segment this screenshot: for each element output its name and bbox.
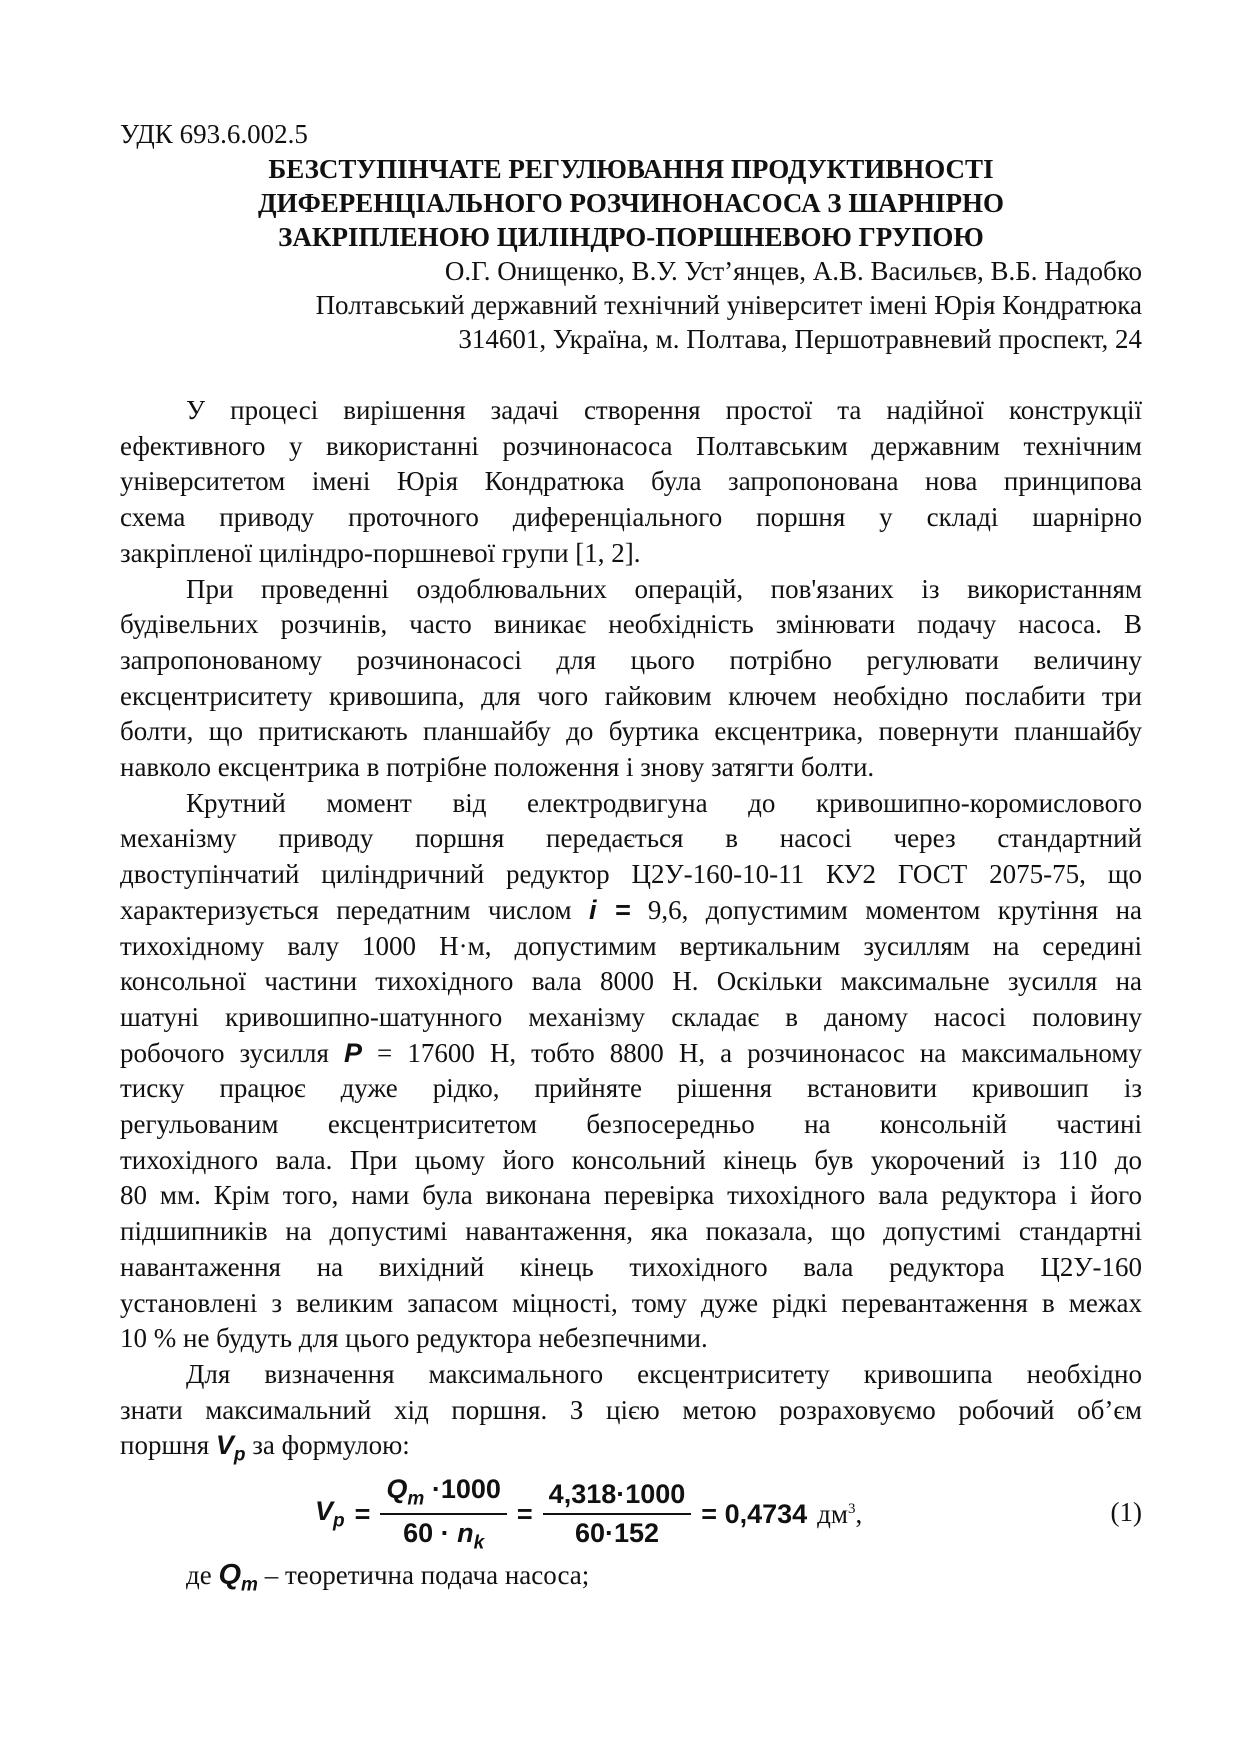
text-segment: закріпленої циліндро-поршневої групи [1, 2]. — [120, 537, 641, 568]
text-line — [120, 893, 1142, 929]
text-segment: шатуні кривошипно-шатунного механізму складає в даному насосі половину — [120, 1001, 1142, 1032]
text-segment: консольної частини тихохідного вала 8000 Н. Оскільки максимальне зусилля на — [120, 966, 1142, 997]
text-segment: будівельних розчинів, часто виникає необхідність змінювати подачу насоса. В — [120, 609, 1142, 640]
text-segment: ефективного у використанні розчинонасоса Полтавським державним технічним — [120, 430, 1142, 461]
fraction-numeric: $\frac{4,318\cdot 1000}{60\cdot 152}$ — [543, 1479, 692, 1549]
text-segment: характеризується передатним числом — [120, 894, 589, 925]
variable-definition: де $Q_m$ – теоретична подача насоса; — [186, 1559, 590, 1596]
title-line: БЕЗСТУПІНЧАТЕ РЕГУЛЮВАННЯ ПРОДУКТИВНОСТІ — [268, 154, 994, 184]
formula-result: = 0,4734 — [701, 1498, 808, 1529]
text-segment: Крутний момент від електродвигуна до кривошипно-коромислового — [186, 787, 1142, 818]
text-segment: 9,6, допустимим моментом крутіння на — [630, 894, 1143, 925]
text-segment: механізму приводу поршня передається в насосі через стандартний — [120, 823, 1142, 854]
text-line — [120, 393, 1142, 429]
document-page — [120, 116, 1142, 1606]
text-segment: університетом імені Юрія Кондратюка була запропонована нова принципова — [120, 466, 1142, 497]
text-line — [120, 1428, 1142, 1473]
text-segment: регульованим ексцентриситетом безпосередньо на консольній частині — [120, 1109, 1142, 1140]
text-line — [120, 643, 1142, 679]
text-segment: При проведенні оздоблювальних операцій, пов'язаних із використанням — [186, 573, 1142, 604]
text-line — [120, 1000, 1142, 1036]
text-line — [120, 1107, 1142, 1143]
title-line: ДИФЕРЕНЦІАЛЬНОГО РОЗЧИНОНАСОСА З ШАРНІРНО — [258, 188, 1004, 218]
text-line — [120, 500, 1142, 536]
text-segment: болти, що притискають планшайбу до буртика ексцентрика, повернути планшайбу — [120, 716, 1142, 747]
formula-lhs: $V_p$ — [315, 1496, 345, 1532]
text-segment: робочого зусилля — [120, 1037, 344, 1068]
text-line — [120, 429, 1142, 465]
authors: О.Г. Онищенко, В.У. Уст’янцев, А.В. Васильєв, В.Б. Надобко — [444, 256, 1142, 286]
text-segment: підшипників на допустимі навантаження, яка показала, що допустимі стандартні — [120, 1216, 1142, 1247]
text-segment: тиску працює дуже рідко, прийняте рішення встановити кривошип із — [120, 1073, 1142, 1104]
inline-math: P — [344, 1037, 363, 1068]
text-segment: тихохідному валу 1000 Н·м, допустимим вертикальним зусиллям на середині — [120, 930, 1142, 961]
text-line — [120, 536, 1142, 572]
text-line — [120, 821, 1142, 857]
equals-sign: = — [516, 1498, 533, 1529]
text-segment: У процесі вирішення задачі створення простої та надійної конструкції — [186, 395, 1142, 425]
text-line — [120, 1393, 1142, 1429]
text-line — [120, 1321, 1142, 1357]
text-segment: знати максимальний хід поршня. З цією метою розраховуємо робочий об’єм — [120, 1394, 1142, 1425]
text-line — [120, 1036, 1142, 1072]
udk-code: УДК 693.6.002.5 — [120, 119, 308, 149]
text-line — [120, 750, 1142, 786]
text-segment: навантаження на вихідний кінець тихохідного вала редуктора Ц2У-160 — [120, 1251, 1142, 1282]
fraction-symbolic: $\frac{Q_m \cdot 1000}{60 \cdot n_k}$ — [380, 1474, 506, 1555]
text-segment: установлені з великим запасом міцності, тому дуже рідкі перевантаження в межах — [120, 1287, 1142, 1318]
text-line — [120, 714, 1142, 750]
text-line — [120, 679, 1142, 715]
text-line — [120, 857, 1142, 893]
inline-math: i = — [589, 894, 631, 925]
text-segment: ексцентриситету кривошипа, для чого гайковим ключем необхідно послабити три — [120, 680, 1142, 711]
equals-sign: = — [354, 1498, 371, 1529]
inline-math: $V_p$ — [215, 1430, 246, 1466]
text-line — [120, 1143, 1142, 1179]
text-line — [120, 1286, 1142, 1322]
text-segment: 80 мм. Крім того, нами була виконана перевірка тихохідного вала редуктора і його — [120, 1180, 1142, 1211]
address: 314601, Україна, м. Полтава, Першотравневий проспект, 24 — [458, 324, 1142, 354]
text-line — [120, 464, 1142, 500]
text-segment: = 17600 Н, тобто 8800 Н, а розчинонасос на максимальному — [362, 1037, 1143, 1068]
title-line: ЗАКРІПЛЕНОЮ ЦИЛІНДРО-ПОРШНЕВОЮ ГРУПОЮ — [278, 222, 984, 252]
text-segment: Для визначення максимального ексцентриситету кривошипа необхідно — [186, 1358, 1142, 1389]
equation-number: (1) — [1110, 1497, 1142, 1528]
formula-1 — [120, 1474, 1142, 1554]
text-segment: тихохідного вала. При цьому його консольний кінець був укорочений із 110 до — [120, 1144, 1142, 1175]
text-line — [120, 1071, 1142, 1107]
text-line — [120, 607, 1142, 643]
text-segment: двоступінчатий циліндричний редуктор Ц2У-160-10-11 КУ2 ГОСТ 2075-75, що — [120, 859, 1142, 890]
text-line — [120, 1178, 1142, 1214]
text-segment: схема приводу проточного диференціального поршня у складі шарнірно — [120, 502, 1142, 533]
text-line — [120, 929, 1142, 965]
article-title — [120, 152, 1142, 254]
formula-unit: $дм^3$, — [817, 1498, 863, 1529]
article-body — [120, 393, 1142, 1473]
text-line — [120, 1250, 1142, 1286]
text-segment: поршня — [120, 1430, 216, 1461]
text-line — [120, 1214, 1142, 1250]
text-line — [120, 1357, 1142, 1393]
text-line — [120, 572, 1142, 608]
text-segment: навколо ексцентрика в потрібне положення і знову затягти болти. — [120, 752, 875, 783]
text-line — [120, 964, 1142, 1000]
text-line — [120, 786, 1142, 822]
text-segment: 10 % не будуть для цього редуктора небезпечними. — [120, 1323, 708, 1354]
text-segment: за формулою: — [245, 1430, 410, 1461]
text-segment: запропонованому розчинонасосі для цього потрібно регулювати величину — [120, 644, 1142, 675]
affiliation: Полтавський державний технічний університет імені Юрія Кондратюка — [315, 290, 1142, 320]
